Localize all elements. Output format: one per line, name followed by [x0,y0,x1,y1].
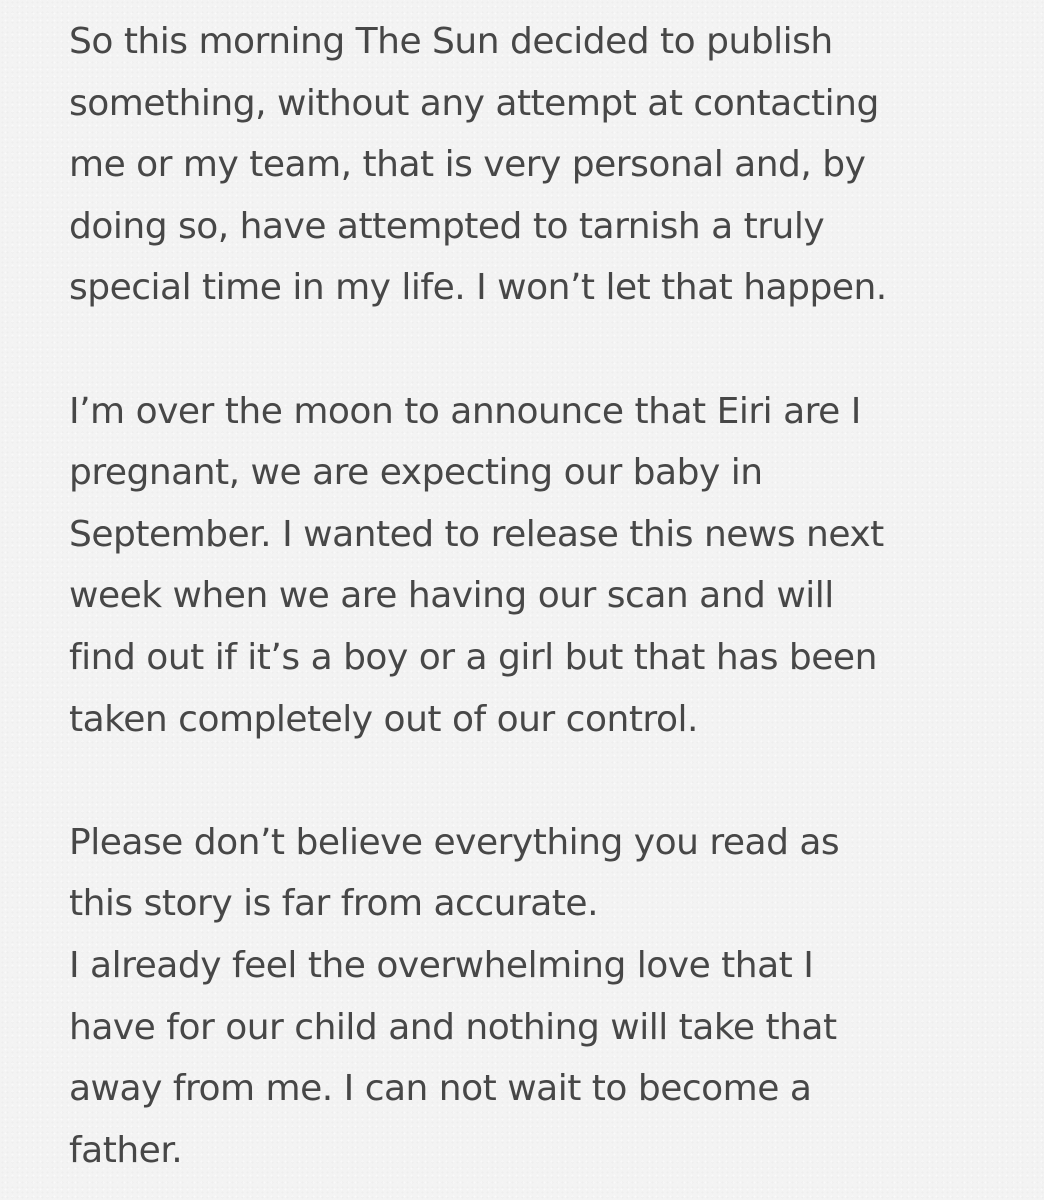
paragraph-gap [69,319,1029,381]
text-line: taken completely out of our control. [69,698,698,740]
paragraph-gap [69,750,1029,812]
text-line: find out if it’s a boy or a girl but that has been [69,636,877,678]
text-line: Please don’t believe everything you read as [69,821,840,863]
text-line: week when we are having our scan and will [69,575,834,617]
paragraph-1 [69,11,1029,319]
text-line: pregnant, we are expecting our baby in [69,452,763,494]
note-body [69,11,1029,1181]
paragraph-3 [69,812,1029,1182]
text-line: away from me. I can not wait to become a [69,1068,812,1110]
text-line: have for our child and nothing will take that [69,1006,837,1048]
text-line: something, without any attempt at contacting [69,82,879,124]
text-line: father. [69,1129,183,1171]
text-line: September. I wanted to release this news next [69,513,884,555]
text-line: I already feel the overwhelming love that I [69,944,814,986]
text-line: special time in my life. I won’t let that happen. [69,267,887,309]
paragraph-2 [69,381,1029,751]
text-line: me or my team, that is very personal and, by [69,144,866,186]
text-line: doing so, have attempted to tarnish a truly [69,205,825,247]
text-line: I’m over the moon to announce that Eiri are I [69,390,861,432]
text-line: this story is far from accurate. [69,883,599,925]
text-line: So this morning The Sun decided to publish [69,21,833,62]
